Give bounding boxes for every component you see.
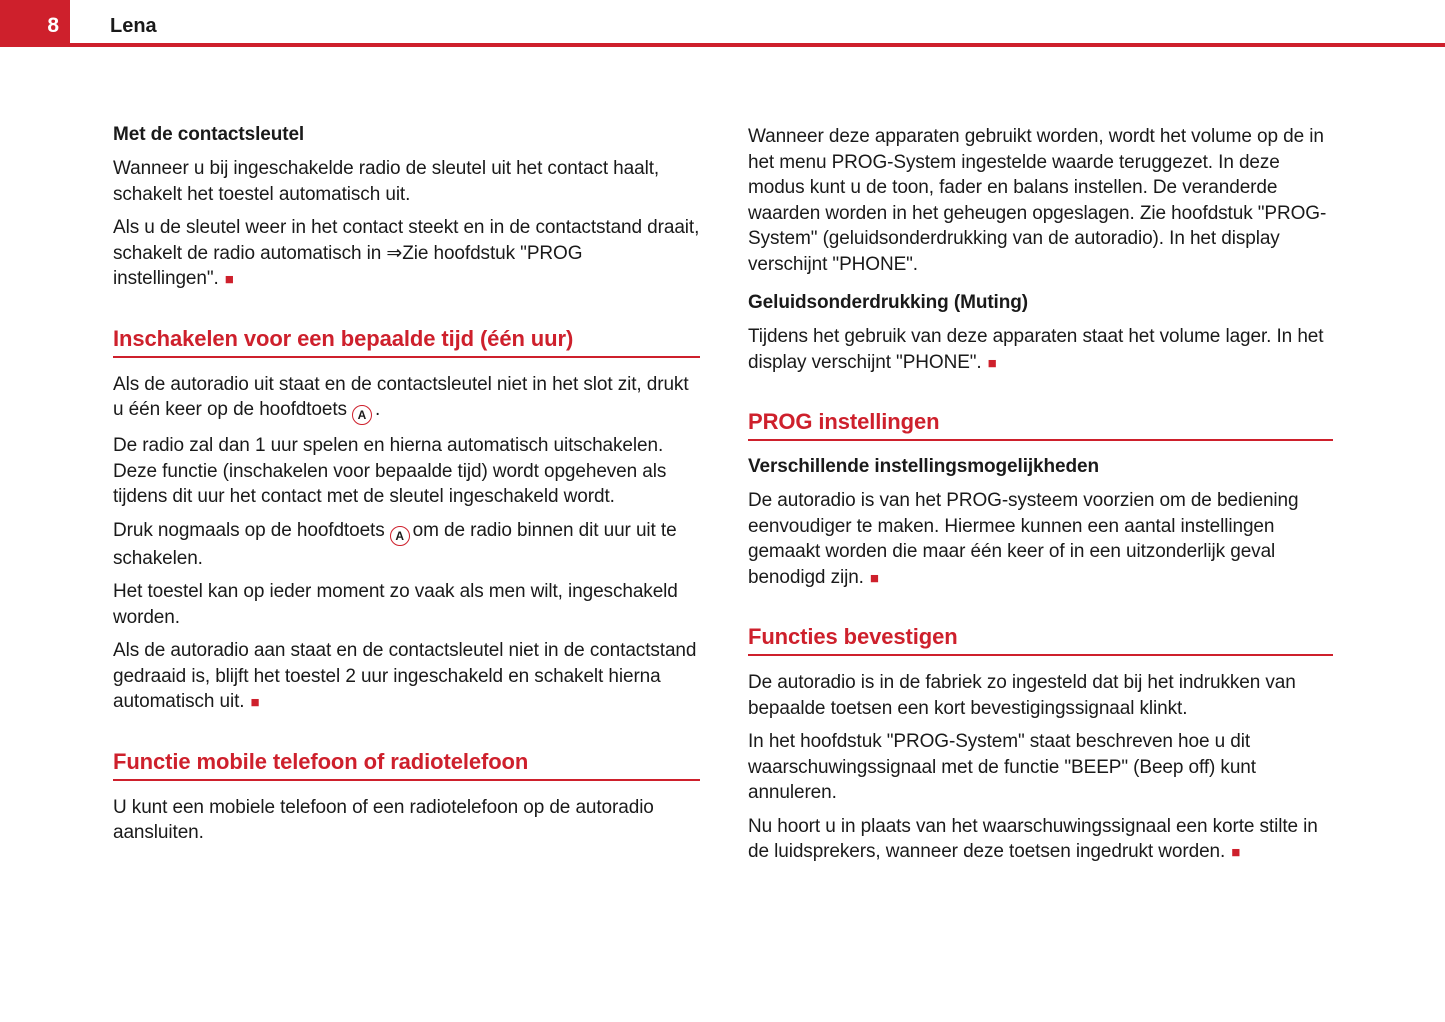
- paragraph: De autoradio is in de fabriek zo ingesteld dat bij het indrukken van bepaalde toetsen een kort bevestigingssignaal klinkt.: [748, 672, 1296, 719]
- section-end-marker: ■: [1231, 844, 1241, 861]
- document-title: Lena: [110, 15, 157, 37]
- paragraph: Nu hoort u in plaats van het waarschuwingssignaal een korte stilte in de luidsprekers, wanneer deze toetsen ingedrukt worden. ■: [748, 815, 1318, 862]
- paragraph: In het hoofdstuk "PROG-System" staat beschreven hoe u dit waarschuwingssignaal met de functie "BEEP" (Beep off) kunt annuleren.: [748, 731, 1256, 803]
- section-end-marker: ■: [987, 354, 997, 372]
- subheading-geluidsonderdrukking-muting: Geluidsonderdrukking (Muting): [748, 292, 1028, 313]
- subheading-met-de-contactsleutel: Met de contactsleutel: [113, 124, 305, 145]
- section-end-marker: ■: [224, 271, 234, 288]
- header-rule: [0, 43, 1445, 47]
- paragraph: Druk nogmaals op de hoofdtoets A om de radio binnen dit uur uit te schakelen.: [113, 519, 677, 569]
- paragraph: Tijdens het gebruik van deze apparaten staat het volume lager. In het display verschijnt "PHONE". ■: [748, 326, 1324, 373]
- paragraph: De autoradio is van het PROG-systeem voorzien om de bediening eenvoudiger te maken. Hiermee kunnen een aantal instellingen gemaakt worden die maar één keer of in een uitzonderlijk geval benodigd zijn. ■: [748, 490, 1299, 588]
- paragraph: Als u de sleutel weer in het contact steekt en in de contactstand draait, schakelt de radio automatisch in ⇒Zie hoofdstuk "PROG instellingen". ■: [113, 217, 700, 289]
- section-end-marker: ■: [869, 569, 879, 587]
- paragraph: Wanneer deze apparaten gebruikt worden, wordt het volume op de in het menu PROG-System ingestelde waarde teruggezet. In deze modus kunt u de toon, fader en balans instellen. De veranderde waarden worden in het geheugen opgeslagen. Zie hoofdstuk "PROG-System" (geluidsonderdrukking van de autoradio). In het display verschijnt "PHONE".: [748, 126, 1327, 275]
- section-end-marker: ■: [250, 694, 260, 711]
- key-a-icon: A: [352, 405, 372, 425]
- paragraph: Het toestel kan op ieder moment zo vaak als men wilt, ingeschakeld worden.: [113, 581, 678, 628]
- paragraph: Wanneer u bij ingeschakelde radio de sleutel uit het contact haalt, schakelt het toestel automatisch uit.: [113, 158, 660, 205]
- section-heading-functies-bevestigen: Functies bevestigen: [748, 624, 1333, 656]
- paragraph: U kunt een mobiele telefoon of een radiotelefoon op de autoradio aansluiten.: [113, 796, 654, 843]
- section-heading-prog-instellingen: PROG instellingen: [748, 409, 1333, 441]
- page-number-box: [0, 0, 70, 47]
- page-number: 8: [47, 14, 59, 37]
- right-column: [748, 124, 1333, 873]
- subheading-verschillende-instellingsmogelijkheden: Verschillende instellingsmogelijkheden: [748, 456, 1099, 477]
- paragraph: Als de autoradio uit staat en de contactsleutel niet in het slot zit, drukt u één keer op de hoofdtoets A .: [113, 372, 700, 426]
- paragraph: De radio zal dan 1 uur spelen en hierna automatisch uitschakelen. Deze functie (inschakelen voor bepaalde tijd) wordt opgeheven als tijdens dit uur het contact met de sleutel ingeschakeld wordt.: [113, 435, 667, 507]
- key-a-icon: A: [390, 526, 410, 546]
- left-column: [113, 124, 700, 854]
- paragraph: Als de autoradio aan staat en de contactsleutel niet in de contactstand gedraaid is, blijft het toestel 2 uur ingeschakeld en schakelt hierna automatisch uit. ■: [113, 640, 697, 712]
- section-heading-functie-mobile-telefoon: Functie mobile telefoon of radiotelefoon: [113, 749, 700, 781]
- section-heading-inschakelen-bepaalde-tijd: Inschakelen voor een bepaalde tijd (één uur): [113, 326, 700, 358]
